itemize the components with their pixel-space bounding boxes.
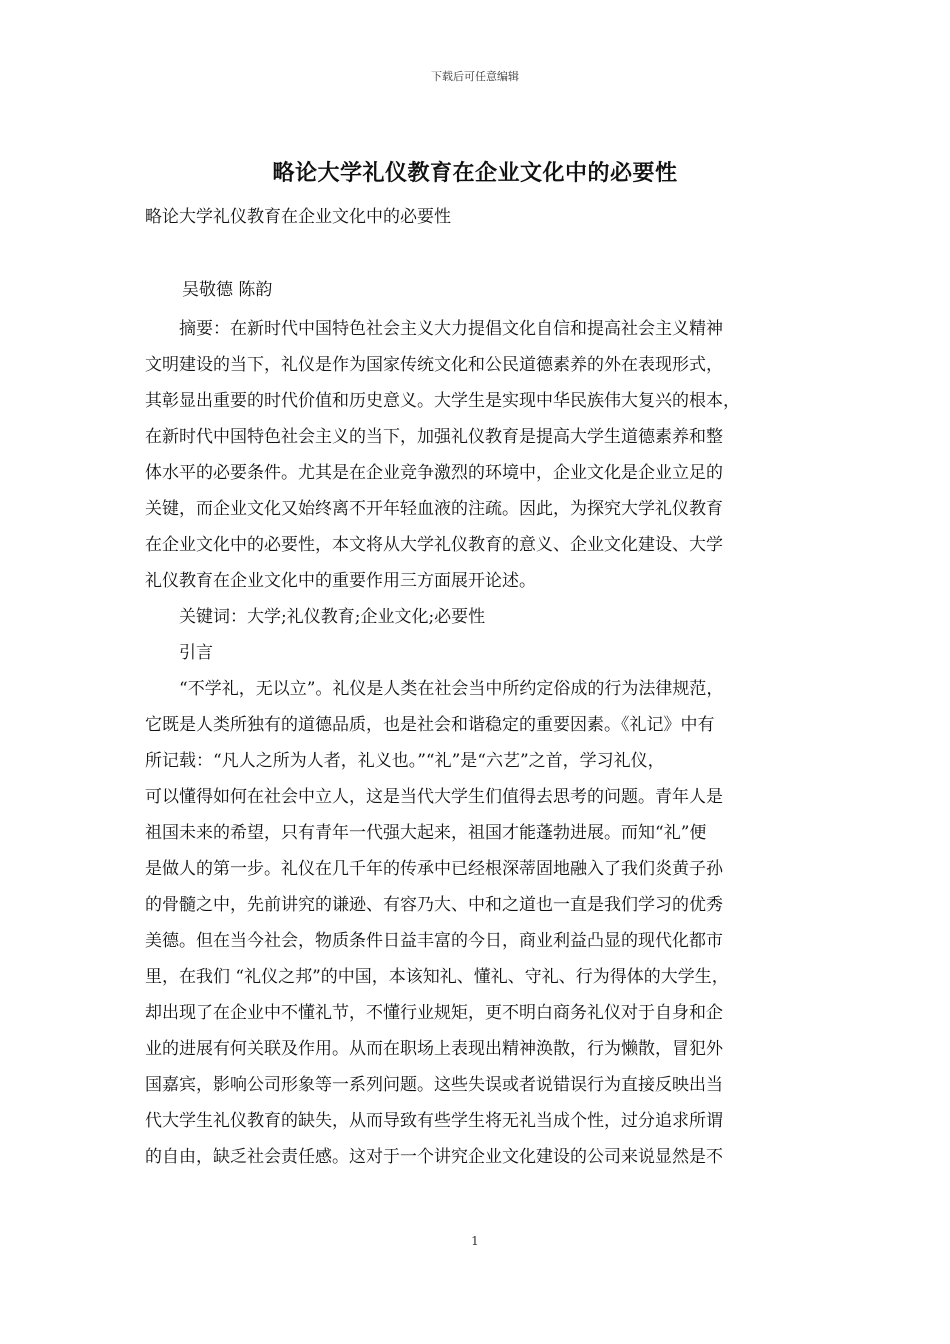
document-subtitle: 略论大学礼仪教育在企业文化中的必要性 (145, 207, 451, 227)
text-line: 国嘉宾，影响公司形象等一系列问题。这些失误或者说错误行为直接反映出当 (145, 1075, 723, 1095)
text-line: 礼仪教育在企业文化中的重要作用三方面展开论述。 (145, 571, 536, 591)
keywords-line: 关键词：大学;礼仪教育;企业文化;必要性 (145, 607, 486, 627)
text-line: 却出现了在企业中不懂礼节，不懂行业规矩，更不明白商务礼仪对于自身和企 (145, 1003, 723, 1023)
text-line: 在新时代中国特色社会主义的当下，加强礼仪教育是提高大学生道德素养和整 (145, 427, 723, 447)
text-line: 是做人的第一步。礼仪在几千年的传承中已经根深蒂固地融入了我们炎黄子孙 (145, 859, 723, 879)
text-line: 的骨髓之中，先前讲究的谦逊、有容乃大、中和之道也一直是我们学习的优秀 (145, 895, 723, 915)
text-line: 美德。但在当今社会，物质条件日益丰富的今日，商业利益凸显的现代化都市 (145, 931, 723, 951)
text-line: 代大学生礼仪教育的缺失，从而导致有些学生将无礼当成个性，过分追求所谓 (145, 1111, 723, 1131)
text-line: 在企业文化中的必要性，本文将从大学礼仪教育的意义、企业文化建设、大学 (145, 535, 723, 555)
authors: 吴敬德 陈韵 (182, 280, 273, 300)
text-line: 体水平的必要条件。尤其是在企业竞争激烈的环境中，企业文化是企业立足的 (145, 463, 723, 483)
body-text (145, 311, 808, 1175)
text-line: 业的进展有何关联及作用。从而在职场上表现出精神涣散，行为懒散，冒犯外 (145, 1039, 723, 1059)
text-line: 摘要：在新时代中国特色社会主义大力提倡文化自信和提高社会主义精神 (145, 319, 723, 339)
text-line: 文明建设的当下，礼仪是作为国家传统文化和公民道德素养的外在表现形式， (145, 355, 723, 375)
text-line: 其彰显出重要的时代价值和历史意义。大学生是实现中华民族伟大复兴的根本， (145, 391, 740, 411)
text-line: 它既是人类所独有的道德品质，也是社会和谐稳定的重要因素。《礼记》中有 (145, 715, 715, 735)
page-number: 1 (471, 1234, 479, 1248)
text-line: “不学礼，无以立”。礼仪是人类在社会当中所约定俗成的行为法律规范， (145, 679, 724, 699)
text-line: 祖国未来的希望，只有青年一代强大起来，祖国才能蓬勃进展。而知“礼”便 (145, 823, 707, 843)
text-line: 里，在我们 “礼仪之邦”的中国，本该知礼、懂礼、守礼、行为得体的大学生， (145, 967, 729, 987)
header-note: 下载后可任意编辑 (431, 70, 519, 83)
text-line: 关键，而企业文化又始终离不开年轻血液的注疏。因此，为探究大学礼仪教育 (145, 499, 723, 519)
text-line: 所记载：“凡人之所为人者，礼义也。”“礼”是“六艺”之首，学习礼仪， (145, 751, 665, 771)
document-title: 略论大学礼仪教育在企业文化中的必要性 (272, 160, 678, 186)
text-line: 的自由，缺乏社会责任感。这对于一个讲究企业文化建设的公司来说显然是不 (145, 1147, 723, 1167)
text-line: 可以懂得如何在社会中立人，这是当代大学生们值得去思考的问题。青年人是 (145, 787, 723, 807)
section-heading-introduction: 引言 (145, 643, 213, 663)
